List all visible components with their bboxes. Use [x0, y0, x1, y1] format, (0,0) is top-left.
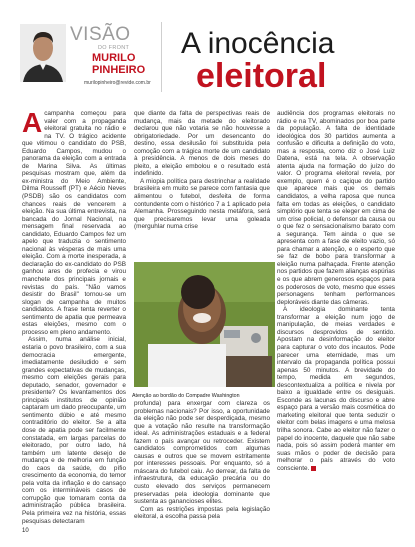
paragraph-8: A ideologia dominante tenta transformar a eleição num jogo de manipulação, de meias verdades e discursos desprovidos de sentido. Apostam na desinformação do eleitor para capturar o voto dos incautos. Pode parecer uma eternidade, mas um intervalo da propaganda política possui apenas 50 minutos. A brevidade do tempo, medida em segundos, descontextualiza a política e nivela por baixo a igualdade entre os desiguais. Esconde as lacunas do discurso e abre espaço para a versão mais cosmética do marketing eleitoral que tenta seduzir o eleitor com belas imagens e uma melosa trilha sonora. Cabe ao eleitor não fazer o papel do inocente, daquele que não sabe nada, pois só assim poderá manter em suas mãos o poder de decisão para melhorar o país através do voto consciente. — [277, 306, 395, 472]
article-photo — [134, 262, 275, 387]
paragraph-2: Assim, numa análise inicial, estaria o povo brasileiro, com a sua democracia emergente, imediatamente desiludido e sem grandes expectativas de mudanças, mesmo com eleições gerais para deputado, senador, governador e presidente? Os levantamentos dos principais institutos de opinião captaram um dado preocupante, um sentimento dúbio e até mesmo contraditório do eleitor. Se a alta dose de apatia pode ser facilmente constatada, em largas parcelas do eleitorado, por outro lado, há também um latente desejo de mudança e de melhoria em função do caos da saúde, do pífio crescimento da economia, do temor pela volta da inflação e do cansaço com os intermináveis casos de corrupção que tomaram conta da administração pública brasileira. Pela primeira vez na história, essas pesquisas detectaram — [22, 336, 126, 525]
author-first-name: MURILO — [92, 52, 136, 64]
text-column-2-top — [134, 110, 270, 231]
section-title: VISÃO — [70, 24, 131, 45]
article-title-line2: eleitoral — [196, 57, 327, 95]
section-subtitle: DO FRONT — [98, 45, 130, 51]
paragraph-3: que diante da falta de perspectivas reais de mudança, mais da metade do eleitorado declarou que não votaria se não houvesse a obrigatoriedade. Por um desencanto do destino, essa desilusão foi substituída pela comoção com a trágica morte de um candidato à presidência. A menos de dois meses do pleito, a eleição embolou e o resultado está indefinido. — [134, 110, 270, 178]
author-last-name: PINHEIRO — [92, 64, 146, 76]
author-name — [92, 52, 145, 76]
paragraph-7: audiência dos programas eleitorais no rádio e na TV, abominados por boa parte da população. A falta de identidade ideológica dos 30 partidos aumenta a confusão e dificulta a definição do voto, mas a resposta, como diz o José Luiz Datena, está na tela. A observação atenta ajuda na formação do juízo do valor. O programa eleitoral revela, por exemplo, quem é o caçique do partido que aparece mais que os demais candidatos, a velha raposa que nunca falta em todas as eleições, o candidato simplório que tenta se eleger em cima de um crise policial, o defensor da causa ou o que fez o sensacionalismo barato com a segurança. Tem ainda o que se apresenta com a fase de eleito vazio, só para chamar a atenção, e o esperto que se faz de bobo para transformar a eleição numa palhaçada. Frente atenção nos partidos que fazem alianças espúrias e os que abrem generosos espaços para os poderosos de voto, mesmo que esses personagens tenham performances deploráveis diante das câmeras. — [277, 110, 395, 306]
paragraph-6: Com as restrições impostas pela legislação eleitoral, a escolha passa pela — [134, 505, 270, 521]
paragraph-4: A miopia política para destrinchar a realidade brasileira em muito se parece com fantasia que alimentou o futebol, desfeita de forma contundente com o histórico 7 a 1 aplicado pela Alemanha. Prosseguindo nesta metáfora, será que precisaremos levar uma goleada (merguhlar numa crise — [134, 177, 270, 231]
text-column-3 — [277, 110, 395, 472]
page-number: 10 — [22, 528, 29, 534]
paragraph-1: campanha começou para valer com a propaganda eleitoral gratuita no rádio e na TV. O trágico acidente que vitimou o candidato do PSB, Eduardo Campos, mudou o panorama da eleição com a entrada de Marina Silva. As últimas pesquisas mostram que, além da ex-ministra do Meio Ambiente, Dilma Rousseff (PT) e Aécio Neves (PSDB) são os candidatos com chances reais de vencerem a eleição. Na sua última entrevista, na bancada do Jornal Nacional, na mensagem final reservada ao candidato, Eduardo Campos fez um apelo que traduzia o sentimento nacional às vésperas de mais uma eleição. Com a morte inesperada, a declaração do ex-candidato do PSB ganhou ares de profecia e virou manchete dos principais jornais e revistas do país. "Não vamos desistir do Brasil" tornou-se um slogan de campanha de muitos candidatos. A frase tenta reverter o sentimento de apatia que permeava estas eleições, mesmo com o processo em pleno andamento. — [22, 110, 126, 336]
paragraph-5: profunda) para enxergar com clareza os problemas nacionais? Por isso, a oportunidade da eleição não pode ser desperdiçada, mesmo que a votação não resulte na transformação ideal. As administrações estaduais e a federal fazem o país avançar ou retroceder. Existem candidatos comprometidos com algumas causas e outros que se movem estritamente por interesses pessoais. Por enquanto, só a máscara do futebol caiu. Ao derrear, da falta de infraestrutura, da educação precária ou do custo elevado dos serviços permanecem preservadas pela ideologia dominante que sustenta as ganancioses elites. — [134, 400, 270, 506]
header-divider — [161, 22, 162, 92]
article-title-line1: A inocência — [181, 27, 335, 60]
photo-caption: Atenção ao bordão do Compadre Washington — [132, 393, 240, 399]
drop-cap: A — [22, 107, 43, 138]
text-column-2-bottom — [134, 400, 270, 521]
author-email[interactable]: murilopinheiro@revide.com.br — [84, 80, 151, 86]
author-photo — [20, 24, 66, 82]
text-column-1 — [22, 107, 126, 525]
end-mark-icon — [311, 466, 316, 471]
